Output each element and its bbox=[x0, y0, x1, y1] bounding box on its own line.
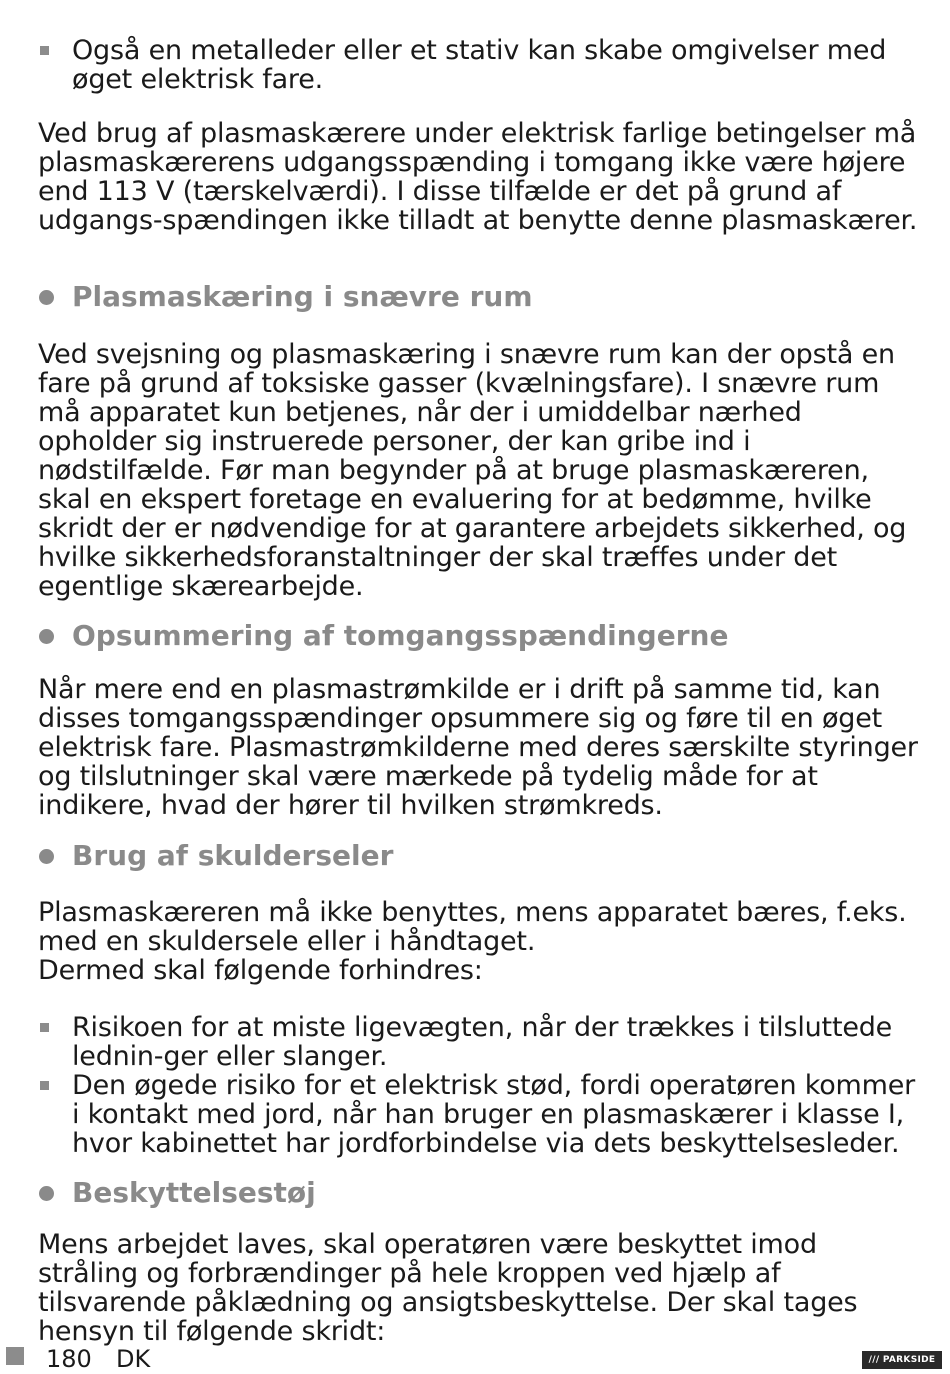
list-item-text: Den øgede risiko for et elektrisk stød, fordi operatøren kommer i kontakt med jord, når han bruger en plasmaskærer i klasse I, hvor kabinettet har jordforbindelse via dets beskyttelsesleder. bbox=[72, 1070, 916, 1159]
list-item bbox=[38, 1071, 918, 1158]
section-heading bbox=[38, 621, 918, 651]
bullet-dot-icon bbox=[39, 290, 54, 305]
paragraph: Plasmaskæreren må ikke benyttes, mens apparatet bæres, f.eks. med en skuldersele eller i håndtaget. bbox=[38, 897, 907, 957]
bullet-dot-icon bbox=[39, 849, 54, 864]
section-heading-text: Brug af skulderseler bbox=[72, 839, 394, 872]
square-bullet-icon bbox=[40, 1081, 49, 1090]
paragraph: Ved brug af plasmaskærere under elektrisk farlige betingelser må plasmaskærerens udgangsspænding i tomgang ikke være højere end 113 V (tærskelværdi). I disse tilfælde er det på grund af udgangs-spændingen ikke tilladt at benytte denne plasmaskærer. bbox=[38, 118, 918, 236]
page-number: 180 bbox=[46, 1345, 92, 1373]
paragraph: Ved svejsning og plasmaskæring i snævre rum kan der opstå en fare på grund af toksiske gasser (kvælningsfare). I snævre rum må apparatet kun betjenes, når der i umiddelbar nærhed opholder sig instruerede personer, der kan gribe ind i nødstilfælde. Før man begynder på at bruge plasmaskæreren, skal en ekspert foretage en evaluering for at bedømme, hvilke skridt der er nødvendige for at garantere arbejdets sikkerhed, og hvilke sikkerhedsforanstaltninger der skal træffes under det egentlige skærearbejde. bbox=[38, 339, 907, 602]
bullet-dot-icon bbox=[39, 1186, 54, 1201]
section-heading-text: Plasmaskæring i snævre rum bbox=[72, 280, 533, 313]
bullet-dot-icon bbox=[39, 629, 54, 644]
list-item bbox=[38, 1013, 918, 1071]
section-heading bbox=[38, 841, 918, 871]
square-bullet-icon bbox=[40, 1023, 49, 1032]
list-item-text: Også en metalleder eller et stativ kan skabe omgivelser med øget elektrisk fare. bbox=[72, 35, 887, 95]
list-item-text: Risikoen for at miste ligevægten, når der trækkes i tilsluttede lednin-ger eller slanger. bbox=[72, 1012, 893, 1072]
list-item bbox=[38, 36, 918, 94]
section-heading-text: Beskyttelsestøj bbox=[72, 1176, 316, 1209]
footer-square-icon bbox=[6, 1347, 24, 1365]
paragraph: Dermed skal følgende forhindres: bbox=[38, 955, 483, 986]
section-heading-text: Opsummering af tomgangsspændingerne bbox=[72, 619, 729, 652]
paragraph: Mens arbejdet laves, skal operatøren være beskyttet imod stråling og forbrændinger på hele kroppen ved hjælp af tilsvarende påklædning og ansigtsbeskyttelse. Der skal tages hensyn til følgende skridt: bbox=[38, 1229, 858, 1347]
square-bullet-icon bbox=[40, 46, 49, 55]
language-code: DK bbox=[116, 1345, 151, 1373]
page-content bbox=[38, 36, 918, 1346]
section-heading bbox=[38, 282, 918, 312]
brand-logo: /// PARKSIDE bbox=[862, 1351, 942, 1369]
paragraph: Når mere end en plasmastrømkilde er i drift på samme tid, kan disses tomgangsspændinger opsummere sig og føre til en øget elektrisk fare. Plasmastrømkilderne med deres særskilte styringer og tilslutninger skal være mærkede på tydelig måde for at indikere, hvad der hører til hvilken strømkreds. bbox=[38, 674, 918, 821]
section-heading bbox=[38, 1178, 918, 1208]
